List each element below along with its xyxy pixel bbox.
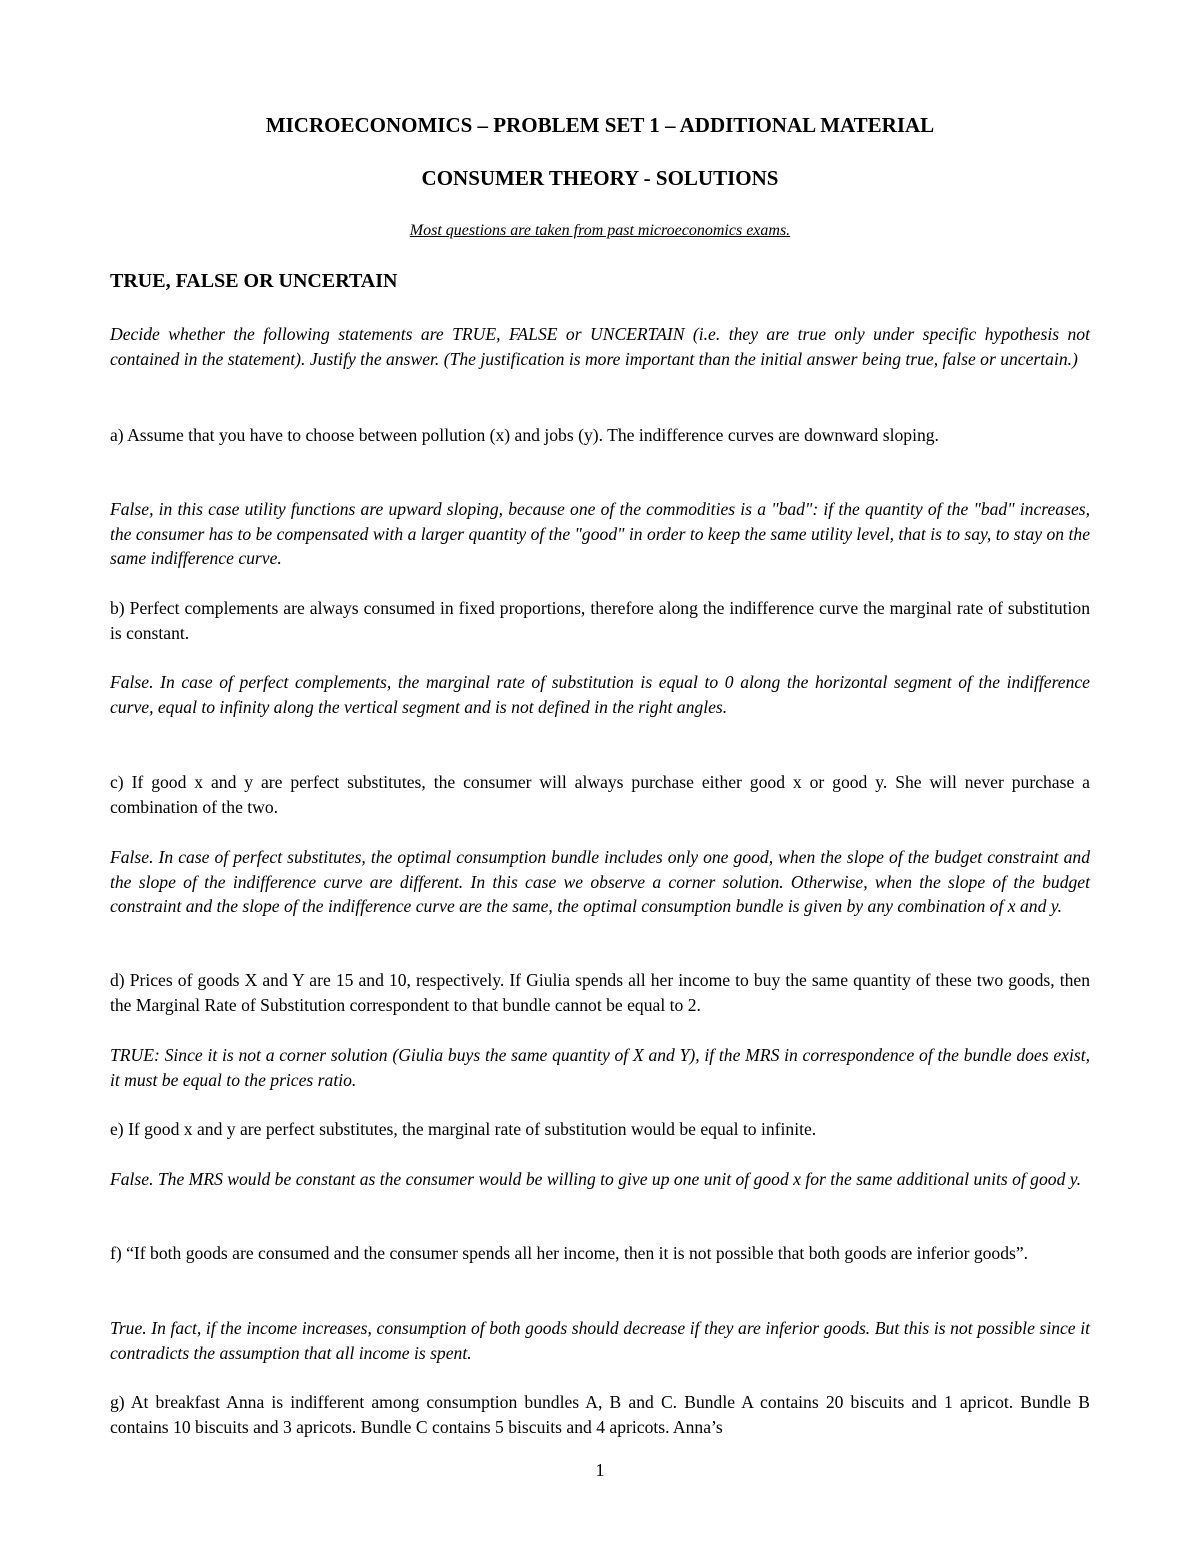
source-note: Most questions are taken from past microeconomics exams. [409, 222, 791, 239]
question-f: f) “If both goods are consumed and the consumer spends all her income, then it is not possible that both goods are inferior goods”. [110, 1243, 1029, 1263]
answer-f: True. In fact, if the income increases, consumption of both goods should decrease if they are inferior goods. But this is not possible since it contradicts the assumption that all income is spent. [110, 1318, 1090, 1363]
question-b: b) Perfect complements are always consumed in fixed proportions, therefore along the indifference curve the marginal rate of substitution is constant. [110, 598, 1090, 643]
page-number: 1 [595, 1460, 605, 1480]
question-d: d) Prices of goods X and Y are 15 and 10, respectively. If Giulia spends all her income to buy the same quantity of these two goods, then the Marginal Rate of Substitution correspondent to that bundle cannot be equal to 2. [110, 970, 1090, 1015]
document-title: MICROECONOMICS – PROBLEM SET 1 – ADDITIONAL MATERIAL [265, 113, 935, 137]
question-c: c) If good x and y are perfect substitutes, the consumer will always purchase either good x or good y. She will never purchase a combination of the two. [110, 772, 1090, 817]
answer-d: TRUE: Since it is not a corner solution (Giulia buys the same quantity of X and Y), if the MRS in correspondence of the bundle does exist, it must be equal to the prices ratio. [110, 1045, 1090, 1090]
answer-e: False. The MRS would be constant as the consumer would be willing to give up one unit of good x for the same additional units of good y. [110, 1169, 1081, 1189]
answer-b: False. In case of perfect complements, the marginal rate of substitution is equal to 0 along the horizontal segment of the indifference curve, equal to infinity along the vertical segment and is not defined in the right angles. [110, 672, 1090, 717]
answer-c: False. In case of perfect substitutes, the optimal consumption bundle includes only one good, when the slope of the budget constraint and the slope of the indifference curve are different. In this case we observe a corner solution. Otherwise, when the slope of the budget constraint and the slope of the indifference curve are the same, the optimal consumption bundle is given by any combination of x and y. [110, 847, 1090, 916]
answer-a: False, in this case utility functions are upward sloping, because one of the commodities is a "bad": if the quantity of the "bad" increases, the consumer has to be compensated with a larger quantity of the "good" in order to keep the same utility level, that is to say, to stay on the same indifference curve. [110, 499, 1091, 568]
instructions-paragraph: Decide whether the following statements are TRUE, FALSE or UNCERTAIN (i.e. they are true only under specific hypothesis not contained in the statement). Justify the answer. (The justification is more important than the initial answer being true, false or uncertain.) [110, 324, 1090, 369]
question-a: a) Assume that you have to choose between pollution (x) and jobs (y). The indifference curves are downward sloping. [110, 425, 939, 445]
question-e: e) If good x and y are perfect substitutes, the marginal rate of substitution would be equal to infinite. [110, 1119, 817, 1139]
document-subtitle: CONSUMER THEORY - SOLUTIONS [421, 166, 779, 190]
question-g: g) At breakfast Anna is indifferent among consumption bundles A, B and C. Bundle A contains 20 biscuits and 1 apricot. Bundle B contains 10 biscuits and 3 apricots. Bundle C contains 5 biscuits and 4 apricots. Anna’s [110, 1392, 1090, 1437]
section-heading: TRUE, FALSE OR UNCERTAIN [110, 270, 398, 292]
